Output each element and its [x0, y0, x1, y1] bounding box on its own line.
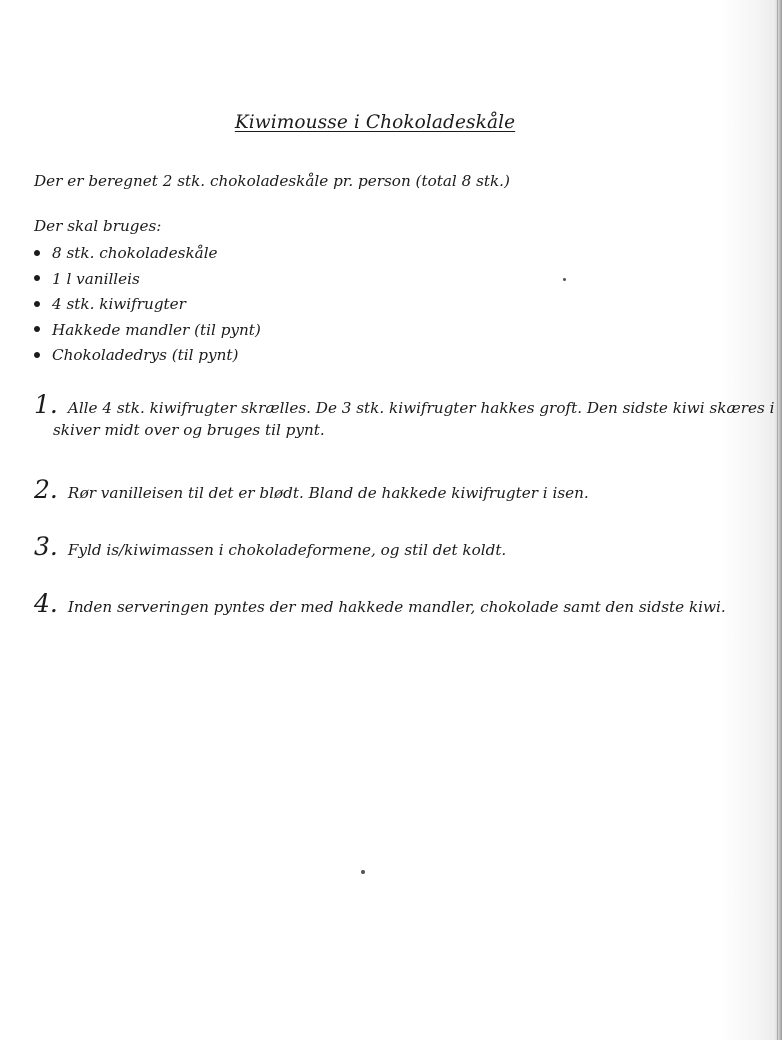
step-text: Fyld is/kiwimassen i chokoladeformene, og stil det koldt. [67, 541, 507, 559]
step-text-continued: skiver midt over og bruges til pynt. [53, 421, 325, 439]
ingredient-label: Hakkede mandler (til pynt) [52, 320, 261, 339]
ingredient-item [34, 292, 261, 318]
bullet-icon [34, 301, 40, 307]
bullet-icon [34, 275, 40, 281]
ingredient-label: 1 l vanilleis [52, 269, 140, 288]
scan-edge-shadow [774, 0, 782, 1040]
step-1 [34, 390, 775, 441]
ingredient-item [34, 241, 261, 267]
step-text: Inden serveringen pyntes der med hakkede mandler, chokolade samt den sidste kiwi. [67, 598, 726, 616]
step-number: 2. [34, 475, 58, 504]
step-number: 1. [34, 390, 58, 419]
bullet-icon [34, 250, 40, 256]
step-text: Rør vanilleisen til det er blødt. Bland de hakkede kiwifrugter i isen. [67, 484, 589, 502]
ingredient-label: 4 stk. kiwifrugter [52, 295, 186, 313]
dust-speck [563, 278, 566, 281]
dust-speck [361, 870, 365, 874]
step-4 [34, 589, 726, 618]
ingredients-heading: Der skal bruges: [34, 217, 162, 235]
step-number: 3. [34, 532, 58, 561]
scan-edge-line [777, 0, 778, 1040]
ingredient-item [34, 318, 261, 344]
step-number: 4. [34, 589, 58, 618]
bullet-icon [34, 352, 40, 358]
step-2 [34, 475, 589, 504]
ingredient-label: Chokoladedrys (til pynt) [52, 346, 239, 364]
step-text: Alle 4 stk. kiwifrugter skrælles. De 3 stk. kiwifrugter hakkes groft. Den sidste kiwi skæres i [67, 399, 775, 417]
ingredient-item [34, 267, 261, 293]
ingredient-item [34, 343, 261, 369]
recipe-title: Kiwimousse i Chokoladeskåle [234, 112, 516, 133]
step-3 [34, 532, 507, 561]
bullet-icon [34, 326, 40, 332]
ingredients-list [34, 241, 261, 369]
servings-note: Der er beregnet 2 stk. chokoladeskåle pr. person (total 8 stk.) [34, 172, 510, 190]
ingredient-label: 8 stk. chokoladeskåle [52, 244, 218, 262]
